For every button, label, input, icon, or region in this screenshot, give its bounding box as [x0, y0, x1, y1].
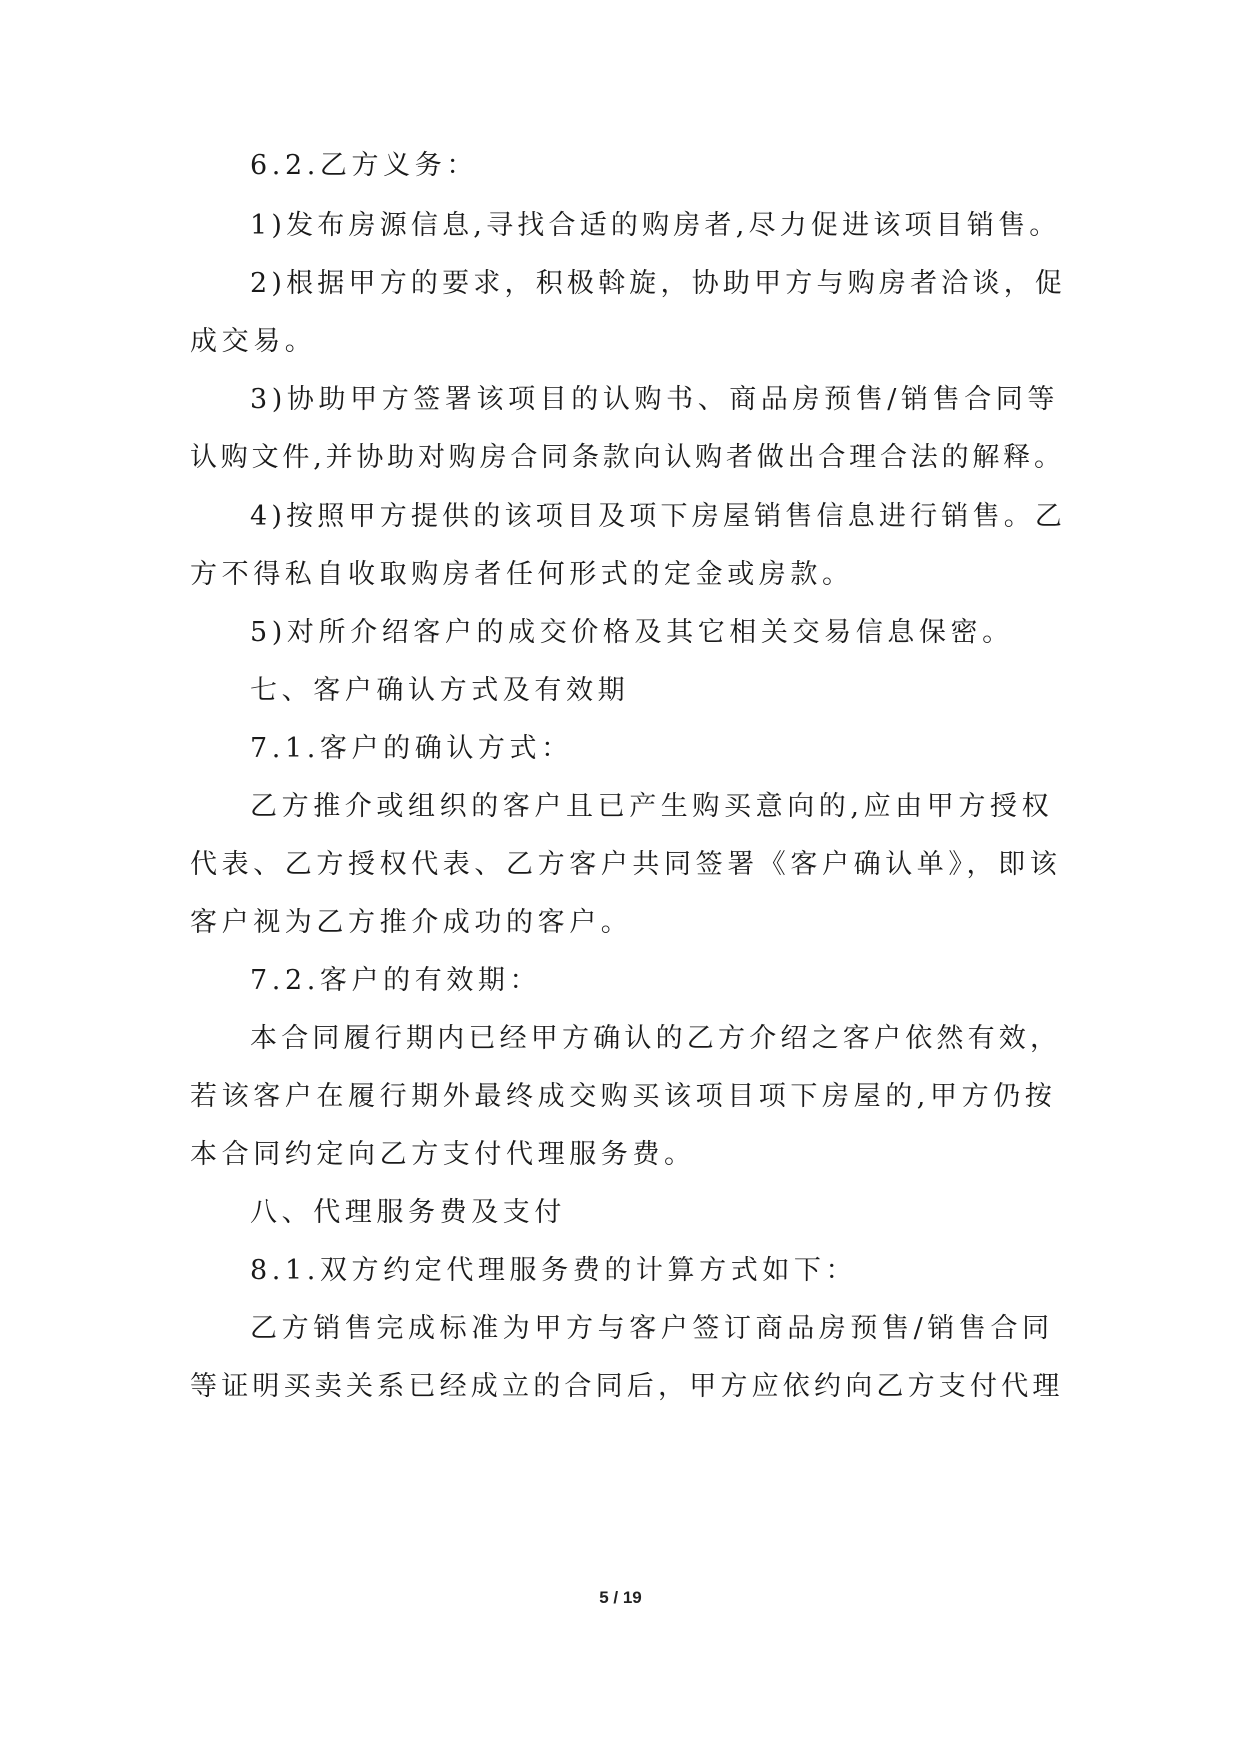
paragraph-line: 客户视为乙方推介成功的客户。: [190, 907, 633, 938]
clause-heading: 6.2.乙方义务：: [250, 150, 478, 181]
paragraph-line: 成交易。: [190, 326, 317, 357]
paragraph-line: 1)发布房源信息,寻找合适的购房者,尽力促进该项目销售。: [250, 210, 1061, 241]
paragraph-line: 本合同约定向乙方支付代理服务费。: [190, 1139, 696, 1170]
clause-heading: 8.1.双方约定代理服务费的计算方式如下：: [250, 1255, 858, 1286]
section-heading: 七、客户确认方式及有效期: [250, 675, 630, 706]
paragraph-line: 等证明买卖关系已经成立的合同后，甲方应依约向乙方支付代理: [190, 1371, 1064, 1402]
paragraph-line: 若该客户在履行期外最终成交购买该项目项下房屋的,甲方仍按: [190, 1081, 1057, 1112]
paragraph-line: 4)按照甲方提供的该项目及项下房屋销售信息进行销售。乙: [250, 501, 1067, 532]
section-heading: 八、代理服务费及支付: [250, 1197, 566, 1228]
clause-heading: 7.2.客户的有效期：: [250, 965, 542, 996]
page-number: 5 / 19: [599, 1588, 642, 1607]
clause-heading: 7.1.客户的确认方式：: [250, 733, 573, 764]
paragraph-line: 3)协助甲方签署该项目的认购书、商品房预售/销售合同等: [250, 384, 1060, 415]
paragraph-line: 代表、乙方授权代表、乙方客户共同签署《客户确认单》，即该: [190, 849, 1062, 880]
paragraph-line: 认购文件,并协助对购房合同条款向认购者做出合理合法的解释。: [190, 442, 1065, 473]
paragraph-line: 方不得私自收取购房者任何形式的定金或房款。: [190, 559, 854, 590]
paragraph-line: 乙方销售完成标准为甲方与客户签订商品房预售/销售合同: [250, 1313, 1054, 1344]
paragraph-line: 5)对所介绍客户的成交价格及其它相关交易信息保密。: [250, 617, 1014, 648]
paragraph-line: 本合同履行期内已经甲方确认的乙方介绍之客户依然有效，: [250, 1023, 1062, 1054]
paragraph-line: 2)根据甲方的要求，积极斡旋，协助甲方与购房者洽谈，促: [250, 268, 1067, 299]
paragraph-line: 乙方推介或组织的客户且已产生购买意向的,应由甲方授权: [250, 791, 1054, 822]
